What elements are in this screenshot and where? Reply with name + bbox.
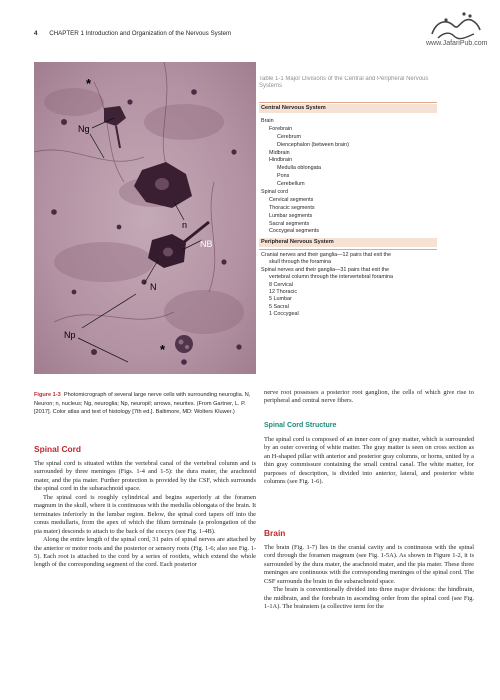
figure-label-np: Np [64, 330, 76, 340]
figure-caption-text: Photomicrograph of several large nerve cells with surrounding neuroglia. N, Neuron; n, nucleus; Ng, neuroglia; Np, neuropil; arrows, neurites. (From Gartner, L. P. [2017]. Color atlas and text of histology [7th ed.]. Baltimore, MD: Wolters Kluwer.) [34, 392, 251, 416]
table-row: skull through the foramina [269, 259, 332, 266]
body-paragraph: The spinal cord is composed of an inner core of gray matter, which is surrounded by an outer covering of white matter. The gray matter is seen on cross section as an H-shaped pillar with anterior and posterior gray columns, or horns, united by a thin gray commissure containing the small central canal. The white matter, for purposes of description, is divided into anterior, lateral, and posterior white columns (see Fig. 1-6). [264, 436, 474, 486]
table-pns-list [261, 252, 393, 319]
figure-caption-label: Figure 1-3 [34, 392, 61, 398]
table-row: Cranial nerves and their ganglia—12 pairs that exit the [261, 252, 392, 258]
table-row: Sacral segments [269, 220, 310, 227]
table-cns-list [261, 118, 349, 236]
table-row: Cerebellum [277, 181, 305, 188]
table-row: Diencephalon (between brain) [277, 141, 349, 148]
table-row: 12 Thoracic [269, 288, 298, 295]
body-paragraph: nerve root possesses a posterior root ganglion, the cells of which give rise to peripheral and central nerve fibers. [264, 389, 474, 405]
section-heading-brain: Brain [264, 528, 286, 538]
table-row: Spinal cord [261, 189, 288, 196]
table-row: Medulla oblongata [277, 165, 322, 172]
figure-caption [34, 391, 256, 417]
left-body-column [34, 460, 256, 570]
brain-body-column [264, 544, 474, 612]
body-paragraph: The brain (Fig. 1-7) lies in the cranial cavity and is continuous with the spinal cord through the foramen magnum (see Fig. 1-5A). As shown in Figure 1-2, it is surrounded by the dura mater, the arachnoid mater, and the pia mater. These three meninges are continuous with the corresponding meninges of the spinal cord. The CSF surrounds the brain in the subarachnoid space. [264, 544, 474, 585]
section-heading-spinal-cord: Spinal Cord [34, 444, 81, 454]
chapter-title: CHAPTER 1 Introduction and Organization of the Nervous System [49, 30, 232, 37]
running-header [34, 30, 231, 37]
table-row: Spinal nerves and their ganglia—31 pairs that exit the [261, 266, 389, 273]
table-row: Cerebrum [277, 133, 301, 140]
table-row: Brain [261, 118, 274, 124]
publisher-logo-icon [424, 8, 486, 54]
subheading-spinal-cord-structure: Spinal Cord Structure [264, 422, 337, 429]
table-row: Midbrain [269, 149, 290, 156]
figure-label-nb: NB [200, 239, 213, 249]
table-row: 8 Cervical [269, 281, 293, 288]
table-row: 5 Sacral [269, 303, 289, 310]
table-row: Thoracic segments [269, 204, 315, 211]
divisions-table [256, 62, 444, 374]
photomicrograph-image [34, 62, 258, 374]
body-paragraph: The spinal cord is roughly cylindrical and begins superiorly at the foramen magnum in the skull, where it is continuous with the medulla oblongata of the brain. It terminates inferiorly in the lumbar region. Below, the spinal cord tapers off into the conus medullaris, from the apex of which the filum terminale (a prolongation of the pia mater) descends to attach to the back of the coccyx (see Fig. 1-4B). [34, 493, 256, 535]
table-row: 1 Coccygeal [269, 311, 299, 318]
structure-paragraph [264, 436, 474, 487]
table-rule [259, 102, 437, 103]
figure-label-n-neuron: N [150, 282, 157, 292]
table-row: Cervical segments [269, 196, 314, 203]
page-number: 4 [34, 30, 38, 37]
table-row: Forebrain [269, 125, 293, 132]
table-rule [259, 249, 437, 250]
table-pns-heading: Peripheral Nervous System [259, 238, 437, 247]
body-paragraph: The brain is conventionally divided into three major divisions: the hindbrain, the midbrain, and the forebrain in ascending order from the spinal cord (see Fig. 1-1A). The brainstem (a collective term for the [264, 586, 474, 611]
body-paragraph: The spinal cord is situated within the vertebral canal of the vertebral column and is surrounded by three meninges (Figs. 1-4 and 1-5): the dura mater, the arachnoid mater, and the pia mater. Further protection is provided by the CSF, which surrounds the spinal cord in the subarachnoid space. [34, 460, 256, 493]
right-intro-paragraph [264, 389, 474, 406]
table-row: Coccygeal segments [269, 228, 320, 235]
figure-label-star-bottom: * [160, 342, 166, 357]
table-row: vertebral column through the intervertebral foramina [269, 274, 394, 281]
figure-label-star-top: * [86, 76, 92, 91]
logo-url: www.JafariPub.com [426, 40, 488, 47]
table-row: Lumbar segments [269, 212, 313, 219]
table-cns-heading: Central Nervous System [259, 104, 437, 113]
table-row: 5 Lumbar [269, 296, 292, 303]
table-title: Table 1-1 Major Divisions of the Central and Peripheral Nervous Systems [259, 76, 429, 89]
figure-label-n-nucleus: n [182, 220, 188, 230]
table-row: Hindbrain [269, 157, 293, 164]
photomicrograph [34, 62, 258, 374]
figure-label-ng: Ng [78, 124, 90, 134]
body-paragraph: Along the entire length of the spinal cord, 31 pairs of spinal nerves are attached by the anterior or motor roots and the posterior or sensory roots (Fig. 1-6; also see Fig. 1-5). Each root is attached to the cord by a series of rootlets, which extend the whole length of the corresponding segment of the cord. Each posterior [34, 536, 256, 569]
table-row: Pons [277, 173, 290, 180]
